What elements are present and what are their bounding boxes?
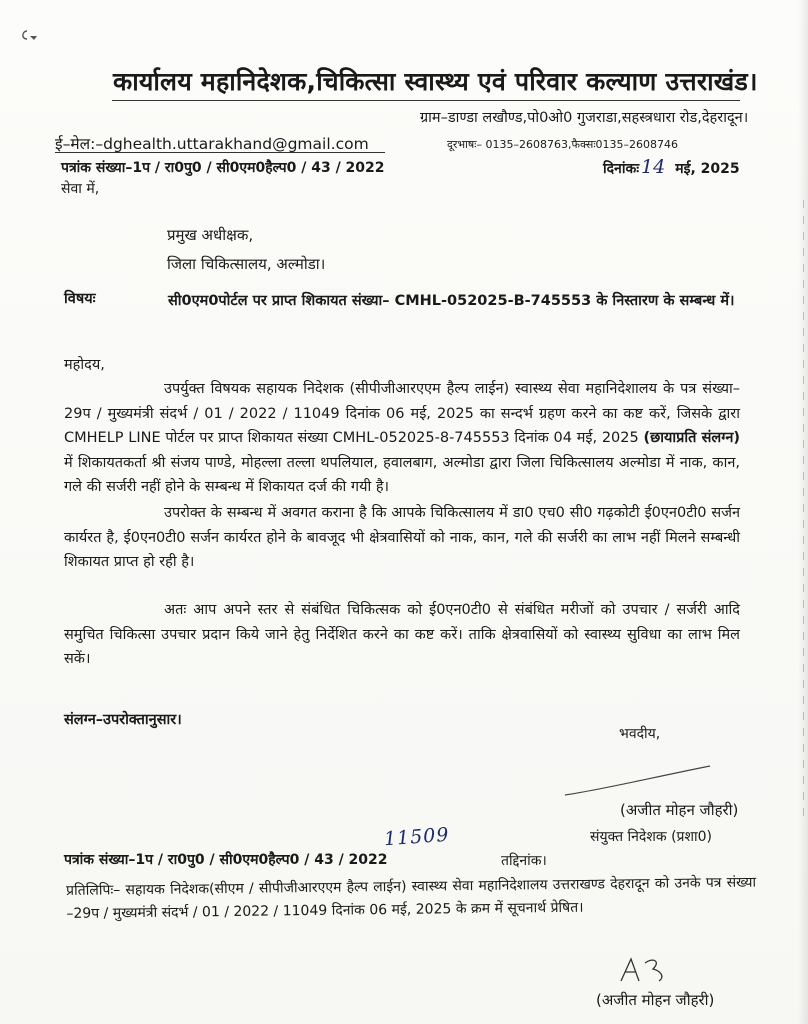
office-phone-fax: दूरभाषः– 0135–2608763,फैक्सः0135–2608746 (447, 138, 679, 151)
letter-date (603, 156, 740, 178)
corner-pen-mark (18, 28, 40, 48)
paragraph-3: अतः आप अपने स्तर से संबंधित चिकित्सक को ई0एन0टी0 से संबंधित मरीजों को उपचार / सर्जरी आदि समुचित चिकित्सा उपचार प्रदान किये जाने हेतु निर्देशित करने का कष्ट करें। ताकि क्षेत्रवासियों को स्वास्थ्य सुविधा का लाभ मिल सकें। (64, 602, 740, 667)
subject-label: विषयः (64, 291, 96, 307)
paragraph-1-enclosure-note: (छायाप्रति संलग्न) (643, 430, 740, 446)
addressee-line-2: जिला चिकित्सालय, अल्मोडा। (167, 255, 326, 273)
office-address: ग्राम–डाण्डा लखौण्ड,पो0ओ0 गुजराडा,सहस्त्रधारा रोड,देहरादून। (420, 110, 749, 126)
addressee-line-1: प्रमुख अधीक्षक, (167, 226, 254, 244)
office-email: ई–मेल:–dghealth.uttarakhand@gmail.com (55, 135, 369, 153)
reference-number: पत्रांक संख्या–1प / रा0पु0 / सी0एम0हैल्प0 / 43 / 2022 (61, 160, 385, 176)
copy-reference-number: पत्रांक संख्या–1प / रा0पु0 / सी0एम0हैल्प0 / 43 / 2022 (64, 852, 388, 868)
page-fold-line (803, 200, 804, 820)
date-handwritten-day: 14 (641, 156, 666, 178)
date-month-year: मई, 2025 (675, 161, 740, 177)
copy-signatory-name: (अजीत मोहन जौहरी) (596, 991, 715, 1009)
paragraph-1 (64, 377, 740, 500)
paragraph-1-text-b: में शिकायतकर्ता श्री संजय पाण्डे, मोहल्ला तल्ला थपलियाल, हवालबाग, अल्मोडा द्वारा जिला चिकित्सालय अल्मोडा में नाक, कान, गले की सर्जरी नहीं होने के सम्बन्ध में शिकायत दर्ज की गयी है। (64, 454, 740, 495)
subject-text: सी0एम0पोर्टल पर प्राप्त शिकायत संख्या– CMHL-052025-B-745553 के निस्तारण के सम्बन्ध में। (168, 293, 735, 309)
closing-bhavdiya: भवदीय, (619, 726, 661, 742)
copy-to-text: प्रतिलिपिः– सहायक निदेशक(सीएम / सीपीजीआरएएम हैल्प लाईन) स्वास्थ्य सेवा महानिदेशालय उत्तराखण्ड देहरादून को उनके पत्र संख्या –29प / मुख्यमंत्री संदर्भ / 01 / 2022 / 11049 दिनांक 06 मई, 2025 के क्रम में सूचनार्थ प्रेषित। (66, 874, 757, 922)
handwritten-dispatch-number: 11509 (383, 823, 451, 851)
signatory-name: (अजीत मोहन जौहरी) (620, 801, 739, 819)
seva-mein: सेवा में, (61, 181, 100, 197)
signatory-designation: संयुक्त निदेशक (प्रशा0) (590, 829, 713, 845)
signature-stroke (560, 760, 720, 800)
enclosure-note: संलग्न–उपरोक्तानुसार। (64, 712, 182, 728)
email-underline (55, 152, 385, 153)
paragraph-2: उपरोक्त के सम्बन्ध में अवगत कराना है कि आपके चिकित्सालय में डा0 एच0 सी0 गढ़कोटी ई0एन0टी0 सर्जन कार्यरत है, ई0एन0टी0 सर्जन कार्यरत होने के बावजूद भी क्षेत्रवासियों को नाक, कान, गले की सर्जरी का लाभ नहीं मिलने सम्बन्धी शिकायत प्राप्त हो रही है। (64, 505, 740, 570)
date-label: दिनांकः (603, 161, 640, 177)
salutation: महोदय, (64, 357, 105, 373)
paragraph-1-text-a: उपर्युक्त विषयक सहायक निदेशक (सीपीजीआरएएम हैल्प लाईन) स्वास्थ्य सेवा महानिदेशालय के पत्र संख्या–29प / मुख्यमंत्री संदर्भ / 01 / 2022 / 11049 दिनांक 06 मई, 2025 का सन्दर्भ ग्रहण करने का कष्ट करें, जिसके द्वारा CMHELP LINE पोर्टल पर प्राप्त शिकायत संख्या CMHL-052025-8-745553 दिनांक 04 मई, 2025 (64, 381, 740, 446)
handwritten-initials (615, 953, 675, 987)
title-underline (112, 100, 740, 101)
copy-date: तद्दिनांक। (501, 853, 547, 869)
office-title: कार्यालय महानिदेशक,चिकित्सा स्वास्थ्य एवं परिवार कल्याण उत्तराखंड। (113, 67, 758, 96)
